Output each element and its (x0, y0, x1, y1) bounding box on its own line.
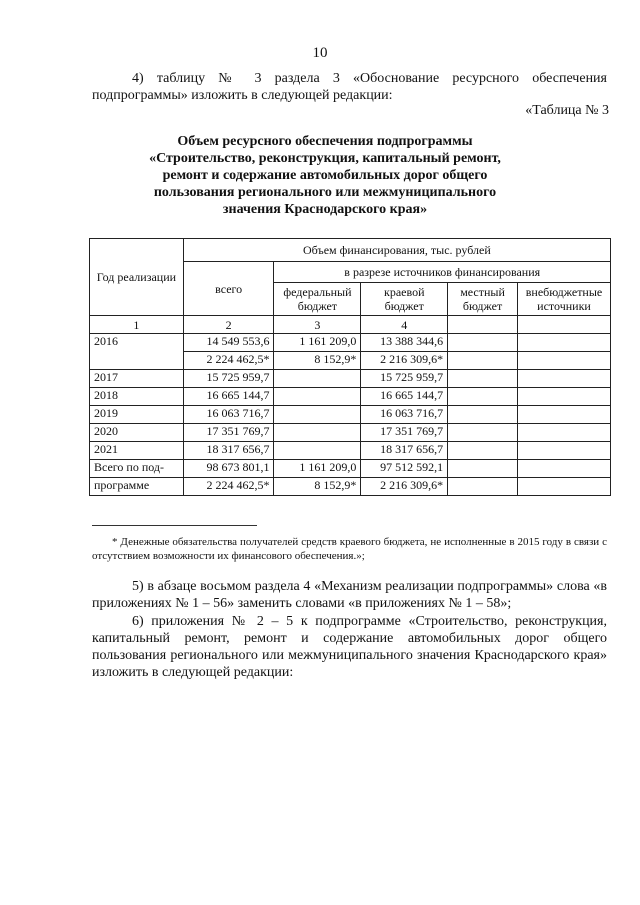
header-regional: краевой бюджет (361, 283, 448, 316)
cell-federal (274, 370, 361, 388)
cell-local (448, 442, 518, 460)
cell-year: 2019 (90, 406, 184, 424)
cell-total: 17 351 769,7 (183, 424, 274, 442)
cell-regional: 13 388 344,6 (361, 334, 448, 352)
table-title: Объем ресурсного обеспечения подпрограммы «Строительство, реконструкция, капитальный ремонт, ремонт и содержание автомобильных дорог общего пользования регионального или межмуниципального значения Краснодарского края» (149, 134, 501, 217)
footnote-divider (92, 525, 257, 526)
cell-local (448, 460, 518, 478)
cell-regional: 2 216 309,6* (361, 352, 448, 370)
cell-regional: 18 317 656,7 (361, 442, 448, 460)
table-row (90, 388, 611, 406)
column-number: 1 (90, 316, 184, 334)
table-row (90, 370, 611, 388)
cell-extra (518, 406, 611, 424)
cell-federal (274, 442, 361, 460)
cell-year: Всего по под- (90, 460, 184, 478)
column-number: 3 (274, 316, 361, 334)
table-row (90, 442, 611, 460)
cell-year: 2020 (90, 424, 184, 442)
cell-local (448, 334, 518, 352)
cell-federal: 8 152,9* (274, 478, 361, 496)
page-number: 10 (312, 45, 328, 61)
header-total: всего (183, 262, 274, 316)
column-number (518, 316, 611, 334)
cell-local (448, 352, 518, 370)
cell-total: 2 224 462,5* (183, 352, 274, 370)
table-row (90, 478, 611, 496)
resource-table (89, 238, 611, 496)
cell-extra (518, 460, 611, 478)
cell-local (448, 424, 518, 442)
cell-total: 2 224 462,5* (183, 478, 274, 496)
cell-total: 16 665 144,7 (183, 388, 274, 406)
cell-local (448, 370, 518, 388)
cell-total: 16 063 716,7 (183, 406, 274, 424)
cell-extra (518, 370, 611, 388)
cell-regional: 17 351 769,7 (361, 424, 448, 442)
table-row (90, 334, 611, 352)
cell-regional: 15 725 959,7 (361, 370, 448, 388)
cell-local (448, 388, 518, 406)
cell-federal (274, 406, 361, 424)
cell-extra (518, 478, 611, 496)
cell-year: 2016 (90, 334, 184, 370)
cell-extra (518, 424, 611, 442)
table-row (90, 406, 611, 424)
cell-extra (518, 334, 611, 352)
cell-year: программе (90, 478, 184, 496)
header-local: местный бюджет (448, 283, 518, 316)
cell-regional: 16 665 144,7 (361, 388, 448, 406)
cell-regional: 16 063 716,7 (361, 406, 448, 424)
cell-local (448, 406, 518, 424)
footnote: * Денежные обязательства получателей средств краевого бюджета, не исполненные в 2015 году в связи с отсутствием возможности их финансового обеспечения.»; (92, 536, 607, 562)
header-extra: внебюджетные источники (518, 283, 611, 316)
header-funding: Объем финансирования, тыс. рублей (183, 239, 610, 262)
cell-total: 98 673 801,1 (183, 460, 274, 478)
paragraph-4: 4) таблицу № 3 раздела 3 «Обоснование ресурсного обеспечения подпрограммы» изложить в следующей редакции: (92, 71, 607, 103)
cell-extra (518, 388, 611, 406)
cell-total: 14 549 553,6 (183, 334, 274, 352)
cell-extra (518, 352, 611, 370)
column-number: 2 (183, 316, 274, 334)
paragraph-5: 5) в абзаце восьмом раздела 4 «Механизм реализации подпрограммы» слова «в приложениях № 1 – 56» заменить словами «в приложениях № 1 – 58»; (92, 579, 607, 611)
header-federal: федеральный бюджет (274, 283, 361, 316)
cell-year: 2017 (90, 370, 184, 388)
cell-federal: 1 161 209,0 (274, 460, 361, 478)
header-row (90, 239, 611, 262)
column-number (448, 316, 518, 334)
column-number-row (90, 316, 611, 334)
cell-extra (518, 442, 611, 460)
cell-regional: 97 512 592,1 (361, 460, 448, 478)
paragraph-6: 6) приложения № 2 – 5 к подпрограмме «Строительство, реконструкция, капитальный ремонт, ремонт и содержание автомобильных дорог общего пользования регионального или межмуниципального значения Краснодарского края» изложить в следующей редакции: (92, 614, 607, 680)
table-row (90, 460, 611, 478)
header-sources: в разрезе источников финансирования (274, 262, 611, 283)
cell-regional: 2 216 309,6* (361, 478, 448, 496)
cell-federal (274, 424, 361, 442)
cell-federal (274, 388, 361, 406)
cell-total: 18 317 656,7 (183, 442, 274, 460)
cell-federal: 1 161 209,0 (274, 334, 361, 352)
cell-local (448, 478, 518, 496)
cell-federal: 8 152,9* (274, 352, 361, 370)
cell-total: 15 725 959,7 (183, 370, 274, 388)
cell-year: 2018 (90, 388, 184, 406)
header-year: Год реализации (90, 239, 184, 316)
cell-year: 2021 (90, 442, 184, 460)
column-number: 4 (361, 316, 448, 334)
table-label: «Таблица № 3 (525, 103, 609, 118)
table-row (90, 424, 611, 442)
